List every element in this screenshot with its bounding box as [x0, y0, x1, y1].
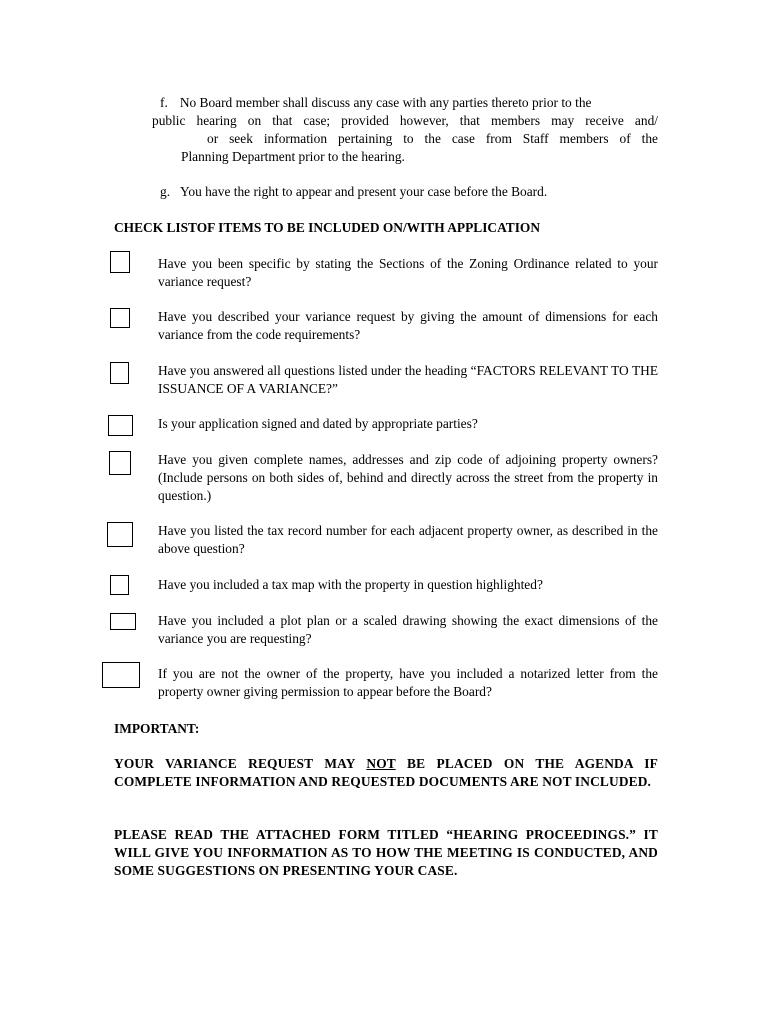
item-f-line4: Planning Department prior to the hearing.	[181, 149, 405, 164]
warning-text-before: YOUR VARIANCE REQUEST MAY	[114, 756, 367, 771]
checklist-item-1: Have you been specific by stating the Sections of the Zoning Ordinance related to your variance request?	[158, 256, 658, 289]
checklist-item-8: Have you included a plot plan or a scaled drawing showing the exact dimensions of the variance you are requesting?	[158, 613, 658, 646]
item-g-text: You have the right to appear and present your case before the Board.	[180, 184, 548, 199]
important-label: IMPORTANT:	[114, 721, 200, 736]
checklist-item-4: Is your application signed and dated by appropriate parties?	[158, 416, 478, 431]
checkbox-3[interactable]	[110, 362, 129, 384]
item-f-line3: or seek information pertaining to the case from Staff members of the	[207, 131, 658, 146]
important-warning	[114, 755, 658, 791]
checkbox-8[interactable]	[110, 613, 136, 630]
checkbox-7[interactable]	[110, 575, 129, 595]
checklist-item-9: If you are not the owner of the property, have you included a notarized letter from the property owner giving permission to appear before the Board?	[158, 666, 658, 699]
item-f-line4-wrap	[181, 148, 658, 166]
checklist-heading: CHECK LISTOF ITEMS TO BE INCLUDED ON/WITH APPLICATION	[114, 220, 540, 235]
checklist-item-7: Have you included a tax map with the property in question highlighted?	[158, 577, 543, 592]
checkbox-2[interactable]	[110, 308, 130, 328]
checklist-item-5: Have you given complete names, addresses and zip code of adjoining property owners? (Include persons on both sides of, behind and directly across the street from the property in question.)	[158, 452, 658, 503]
item-f-line2-wrap	[152, 112, 658, 130]
warning-text-after: BE PLACED ON THE AGENDA IF COMPLETE INFORMATION AND REQUESTED DOCUMENTS ARE NOT INCLUDED.	[114, 756, 659, 789]
item-g-marker: g.	[160, 184, 171, 199]
item-f-marker: f.	[160, 95, 168, 110]
checkbox-4[interactable]	[108, 415, 133, 436]
checkbox-9[interactable]	[102, 662, 140, 688]
item-f-line3-wrap	[207, 130, 658, 148]
item-f	[152, 94, 658, 112]
checklist-item-2: Have you described your variance request by giving the amount of dimensions for each variance from the code requirements?	[158, 309, 658, 342]
checkbox-1[interactable]	[110, 251, 130, 273]
item-f-line1: No Board member shall discuss any case with any parties thereto prior to the	[179, 95, 592, 110]
important-instruction: PLEASE READ THE ATTACHED FORM TITLED “HEARING PROCEEDINGS.” IT WILL GIVE YOU INFORMATION AS TO HOW THE MEETING IS CONDUCTED, AND SOME SUGGESTIONS ON PRESENTING YOUR CASE.	[114, 827, 658, 878]
item-f-line2: public hearing on that case; provided however, that members may receive and/	[152, 113, 658, 128]
warning-text-emphasis: NOT	[366, 756, 396, 771]
checklist-item-3: Have you answered all questions listed under the heading “FACTORS RELEVANT TO THE ISSUANCE OF A VARIANCE?”	[158, 363, 658, 396]
checklist-item-6: Have you listed the tax record number for each adjacent property owner, as described in the above question?	[158, 523, 658, 556]
item-g	[160, 183, 660, 201]
checkbox-6[interactable]	[107, 522, 133, 547]
checkbox-5[interactable]	[109, 451, 131, 475]
